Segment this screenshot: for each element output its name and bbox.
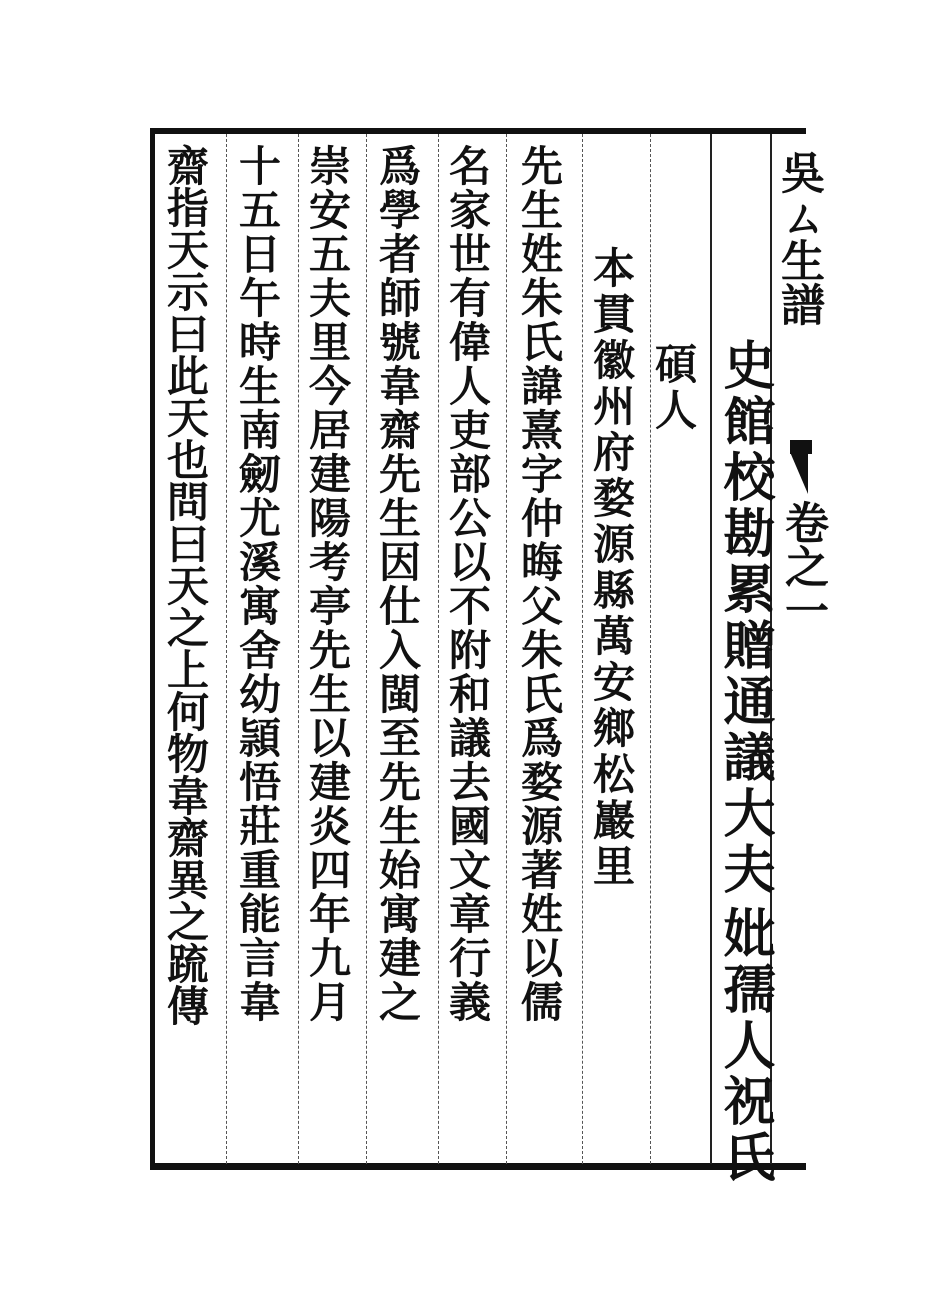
divider-line: [438, 134, 439, 1164]
margin-volume: 卷之一: [777, 500, 828, 632]
text-column-7: 十五日午時生南劒尤溪寓舍幼頴悟莊重能言韋: [233, 144, 282, 1024]
text-column-5: 爲學者師號韋齋先生因仕入閩至先生始寓建之: [373, 144, 422, 1024]
divider-line: [298, 134, 299, 1164]
divider-line: [226, 134, 227, 1164]
text-column-2: 本貫徽州府婺源縣萬安鄉松巖里: [587, 246, 636, 890]
text-column-1: 碩人: [649, 342, 698, 434]
divider-line: [366, 134, 367, 1164]
margin-title: 吳ㄙ生譜: [773, 150, 824, 326]
divider-line: [506, 134, 507, 1164]
divider-line: [582, 134, 583, 1164]
text-column-4: 名家世有偉人吏部公以不附和議去國文章行義: [443, 144, 492, 1024]
page-subtitle: 妣孺人祝氏: [714, 906, 775, 1186]
text-column-8: 齋指天示曰此天也問曰天之上何物韋齋異之䟽傳: [161, 144, 210, 1026]
divider-line: [650, 134, 651, 1164]
text-column-3: 先生姓朱氏諱熹字仲晦父朱氏爲婺源著姓以儒: [515, 144, 564, 1024]
divider-line: [710, 134, 712, 1164]
page-title: 史館校勘累贈通議大夫: [714, 338, 775, 898]
text-column-6: 崇安五夫里今居建陽考亭先生以建炎四年九月: [303, 144, 352, 1024]
